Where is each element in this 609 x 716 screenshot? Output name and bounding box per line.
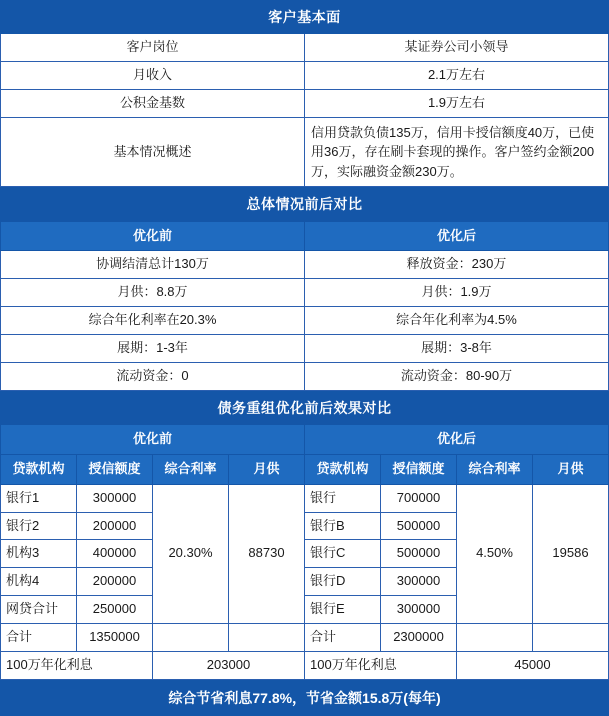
table-row [1,335,609,363]
row-label: 月收入 [1,62,305,90]
before-org: 银行1 [1,484,77,512]
col-header-before: 优化前 [1,221,305,251]
table-row [1,34,609,62]
table-row [1,484,609,512]
table-row [1,62,609,90]
col-header-monthly: 月供 [229,454,305,484]
table-row [1,117,609,187]
table-row [1,251,609,279]
after-org-total: 合计 [305,623,381,651]
col-header-amount: 授信额度 [381,454,457,484]
before-org: 机构3 [1,540,77,568]
debt-restructure-table [0,391,609,680]
before-annual-interest: 203000 [153,651,305,679]
col-header-org: 贷款机构 [305,454,381,484]
after-org: 银行C [305,540,381,568]
after-org: 银行 [305,484,381,512]
table-row [1,362,609,390]
empty-cell [153,623,229,651]
col-header-rate: 综合利率 [457,454,533,484]
col-header-before: 优化前 [1,424,305,454]
section-title-overall: 总体情况前后对比 [1,188,609,221]
interest-label-after: 100万年化利息 [305,651,457,679]
table-row [1,454,609,484]
before-value: 月供：8.8万 [1,279,305,307]
after-amount: 500000 [381,540,457,568]
table-row [1,221,609,251]
summary-label: 基本情况概述 [1,117,305,187]
after-amount: 300000 [381,596,457,624]
before-value: 流动资金：0 [1,362,305,390]
before-value: 协调结清总计130万 [1,251,305,279]
row-label: 公积金基数 [1,89,305,117]
row-value: 某证券公司小领导 [305,34,609,62]
empty-cell [229,623,305,651]
row-value: 2.1万左右 [305,62,609,90]
empty-cell [457,623,533,651]
before-rate: 20.30% [153,484,229,623]
after-amount-total: 2300000 [381,623,457,651]
before-amount: 300000 [77,484,153,512]
before-amount: 200000 [77,568,153,596]
before-org-total: 合计 [1,623,77,651]
after-amount: 500000 [381,512,457,540]
section-title-basic: 客户基本面 [1,1,609,34]
col-header-after: 优化后 [305,221,609,251]
table-row [1,651,609,679]
col-header-after: 优化后 [305,424,609,454]
before-org: 网贷合计 [1,596,77,624]
empty-cell [533,623,609,651]
before-amount: 250000 [77,596,153,624]
after-amount: 700000 [381,484,457,512]
col-header-monthly: 月供 [533,454,609,484]
after-org: 银行D [305,568,381,596]
after-org: 银行B [305,512,381,540]
after-value: 综合年化利率为4.5% [305,307,609,335]
table-row [1,623,609,651]
col-header-amount: 授信额度 [77,454,153,484]
col-header-org: 贷款机构 [1,454,77,484]
footer-table [0,680,609,716]
before-value: 展期：1-3年 [1,335,305,363]
after-amount: 300000 [381,568,457,596]
table-row [1,424,609,454]
table-row [1,279,609,307]
row-value: 1.9万左右 [305,89,609,117]
table-row [1,188,609,221]
after-org: 银行E [305,596,381,624]
after-value: 释放资金：230万 [305,251,609,279]
after-rate: 4.50% [457,484,533,623]
interest-label-before: 100万年化利息 [1,651,153,679]
after-value: 展期：3-8年 [305,335,609,363]
section-title-debt: 债务重组优化前后效果对比 [1,391,609,424]
before-amount: 200000 [77,512,153,540]
before-org: 银行2 [1,512,77,540]
before-value: 综合年化利率在20.3% [1,307,305,335]
summary-text: 信用贷款负债135万，信用卡授信额度40万，已使用36万，存在刷卡套现的操作。客户签约金额200万，实际融资金额230万。 [305,117,609,187]
before-monthly: 88730 [229,484,305,623]
after-value: 月供：1.9万 [305,279,609,307]
before-org: 机构4 [1,568,77,596]
table-row [1,1,609,34]
before-amount: 400000 [77,540,153,568]
after-value: 流动资金：80-90万 [305,362,609,390]
footer-summary: 综合节省利息77.8%，节省金额15.8万(每年) [1,680,609,715]
col-header-rate: 综合利率 [153,454,229,484]
table-row [1,307,609,335]
after-annual-interest: 45000 [457,651,609,679]
table-row [1,680,609,715]
after-monthly: 19586 [533,484,609,623]
overall-comparison-table [0,187,609,390]
before-amount-total: 1350000 [77,623,153,651]
table-row [1,391,609,424]
basic-info-table [0,0,609,187]
row-label: 客户岗位 [1,34,305,62]
table-row [1,89,609,117]
